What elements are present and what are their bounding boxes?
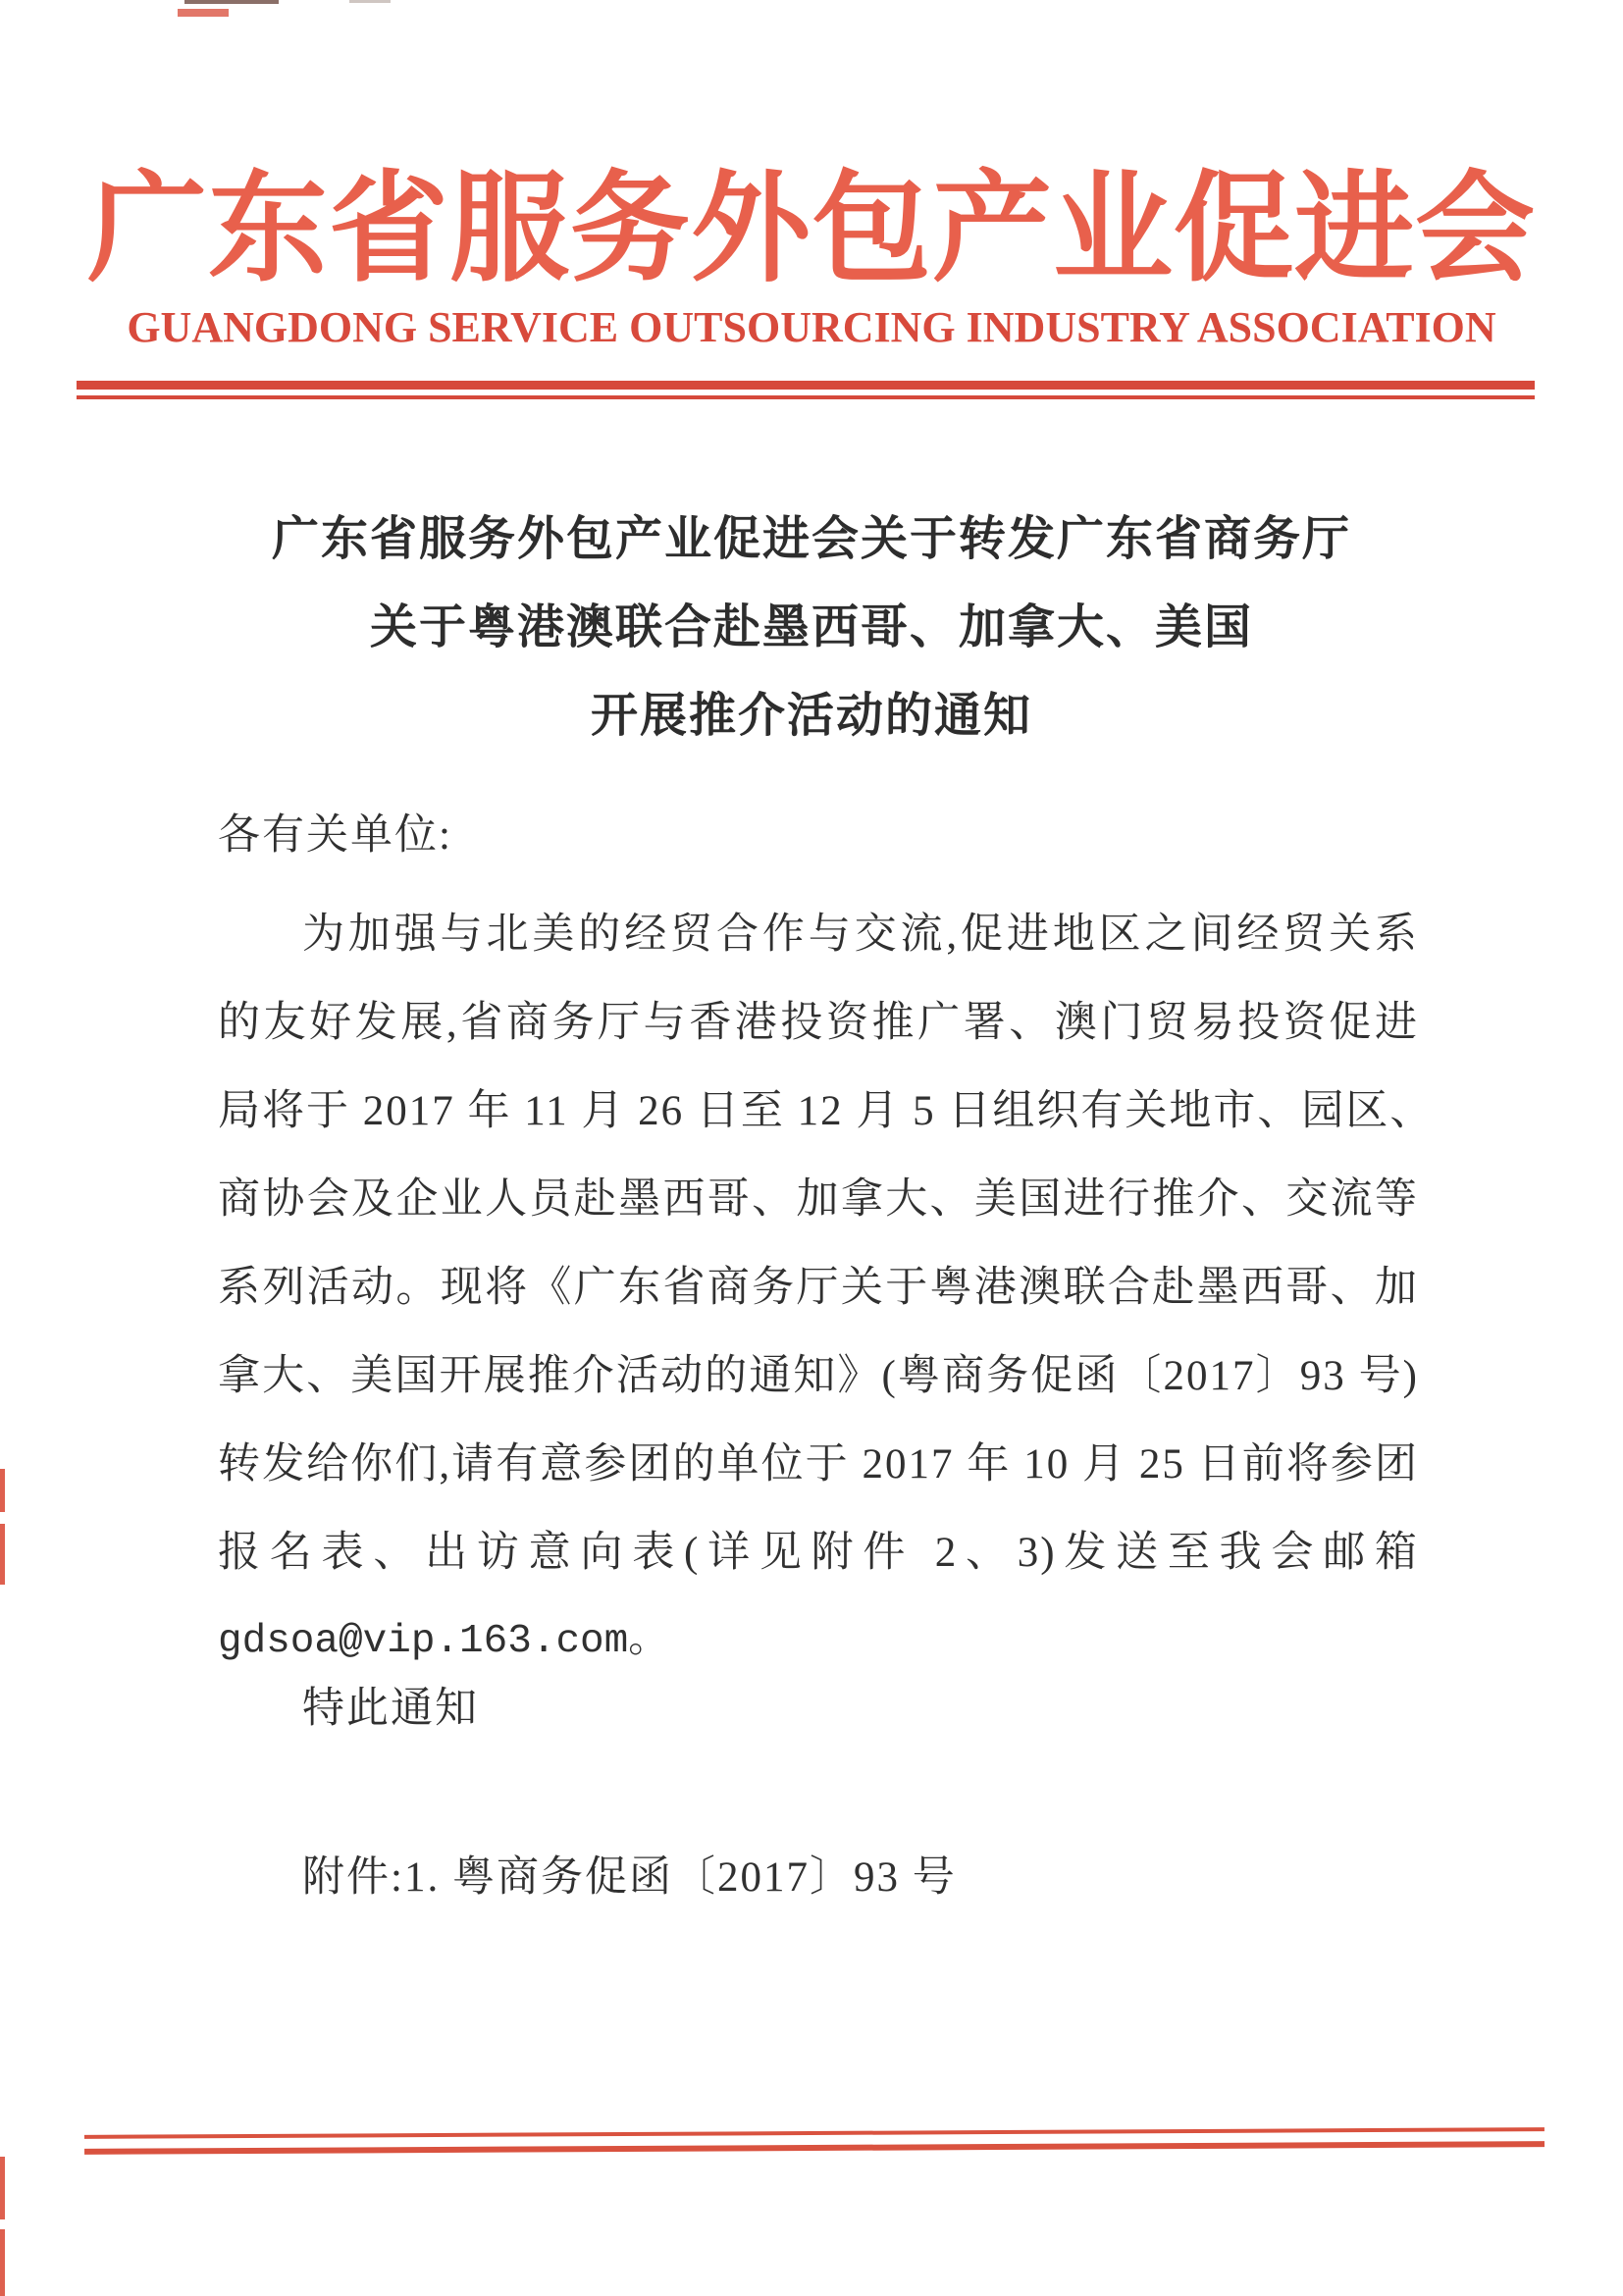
body-line: 的友好发展,省商务厅与香港投资推广署、澳门贸易投资促进 xyxy=(218,1000,1419,1046)
footer-rule-upper xyxy=(84,2127,1544,2139)
org-name-english: GUANGDONG SERVICE OUTSOURCING INDUSTRY ASSOCIATION xyxy=(127,303,1496,351)
scan-artifact-left-edge-mark xyxy=(0,2157,5,2219)
footer-rule-lower xyxy=(84,2141,1544,2155)
scan-artifact-top-line-faint xyxy=(349,0,391,3)
body-line: 局将于 2017 年 11 月 26 日至 12 月 5 日组织有关地市、园区、 xyxy=(218,1088,1435,1134)
body-line: 系列活动。现将《广东省商务厅关于粤港澳联合赴墨西哥、加 xyxy=(218,1265,1419,1311)
footer-rule-group xyxy=(84,2127,1544,2159)
body-line: 商协会及企业人员赴墨西哥、加拿大、美国进行推介、交流等 xyxy=(218,1176,1419,1223)
scan-artifact-top-red-mark xyxy=(178,9,229,17)
body-line: 转发给你们,请有意参团的单位于 2017 年 10 月 25 日前将参团 xyxy=(218,1441,1419,1487)
document-title xyxy=(0,496,1623,760)
scan-artifact-left-edge-mark xyxy=(0,1524,5,1585)
body-line: 为加强与北美的经贸合作与交流,促进地区之间经贸关系 xyxy=(302,912,1419,958)
salutation: 各有关单位: xyxy=(218,812,452,859)
scan-artifact-left-edge-mark xyxy=(0,1469,5,1512)
body-line-email: gdsoa@vip.163.com。 xyxy=(218,1619,669,1664)
body-paragraph xyxy=(218,891,1435,1686)
document-title-line-2: 关于粤港澳联合赴墨西哥、加拿大、美国 xyxy=(369,601,1253,653)
body-line: 拿大、美国开展推介活动的通知》(粤商务促函〔2017〕93 号) xyxy=(218,1353,1419,1399)
org-name-chinese: 广东省服务外包产业促进会 xyxy=(87,164,1536,296)
document-title-line-3: 开展推介活动的通知 xyxy=(590,690,1032,742)
letterhead-rule-thin xyxy=(77,395,1535,399)
scan-artifact-top-line xyxy=(184,0,279,4)
scan-artifact-left-edge-mark xyxy=(0,2229,5,2296)
body-line: 报名表、出访意向表(详见附件 2、3)发送至我会邮箱 xyxy=(218,1530,1419,1576)
attachment-line: 附件:1. 粤商务促函〔2017〕93 号 xyxy=(302,1854,957,1901)
document-title-line-1: 广东省服务外包产业促进会关于转发广东省商务厅 xyxy=(271,513,1351,565)
closing-phrase: 特此通知 xyxy=(302,1686,479,1732)
letterhead-rule-thick xyxy=(77,381,1535,390)
